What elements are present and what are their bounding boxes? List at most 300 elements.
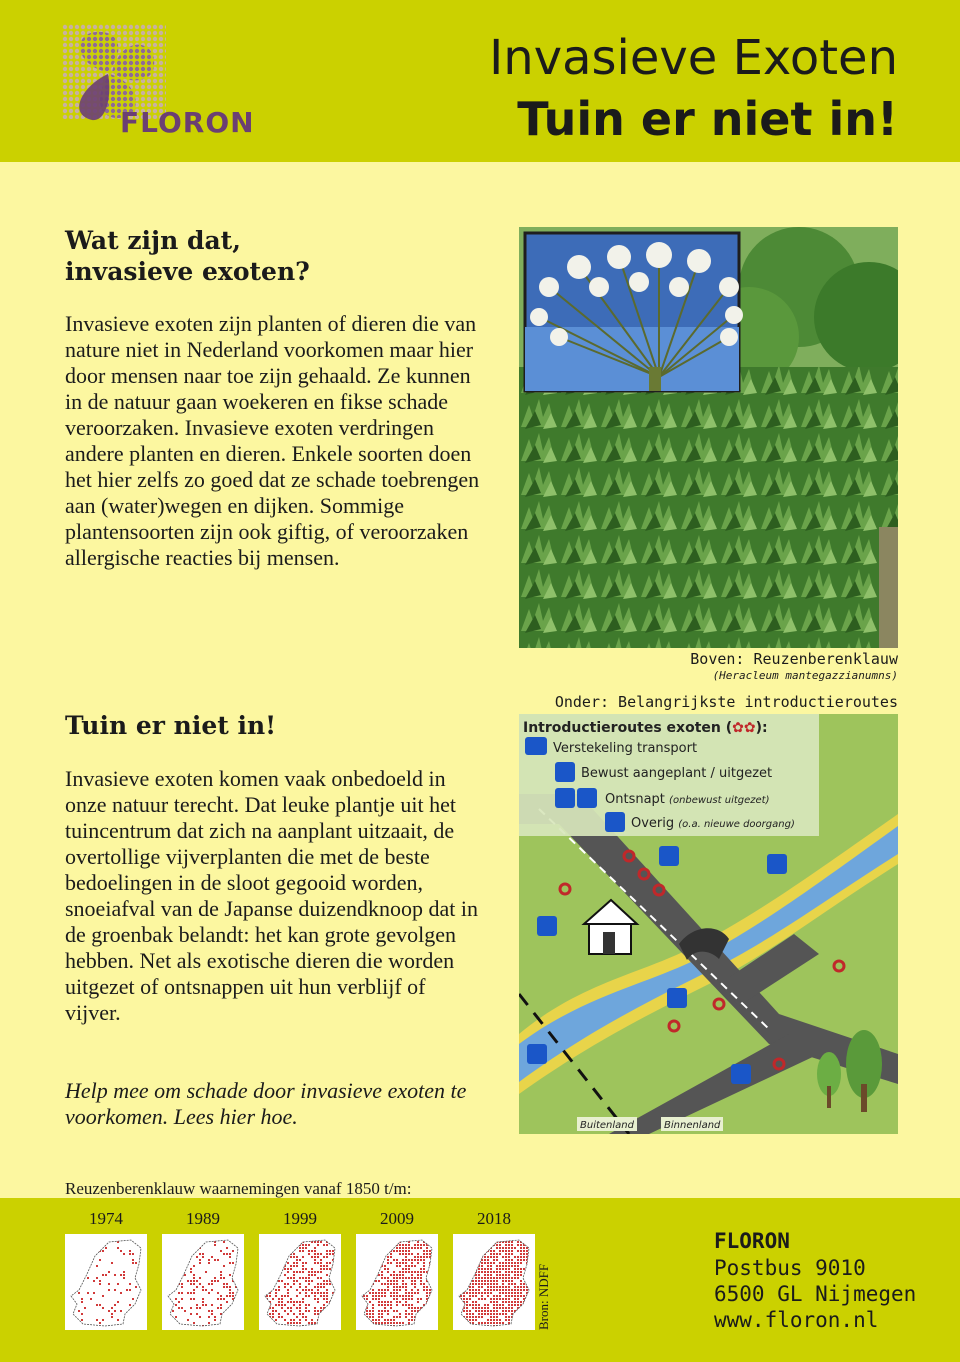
map-observation xyxy=(381,1274,383,1276)
map-observation xyxy=(529,1292,531,1294)
map-observation xyxy=(323,1319,325,1321)
map-observation xyxy=(432,1286,434,1288)
map-observation xyxy=(175,1274,177,1276)
map-observation xyxy=(466,1250,468,1252)
map-observation xyxy=(517,1319,519,1321)
map-observation xyxy=(302,1268,304,1270)
map-observation xyxy=(523,1250,525,1252)
map-observation xyxy=(384,1304,386,1306)
diagram-title: Introductieroutes exoten (✿✿): xyxy=(523,720,768,736)
map-observation xyxy=(423,1319,425,1321)
map-observation xyxy=(402,1286,404,1288)
map-observation xyxy=(232,1250,234,1252)
map-observation xyxy=(326,1319,328,1321)
map-observation xyxy=(420,1259,422,1261)
map-observation xyxy=(502,1283,504,1285)
map-observation xyxy=(281,1301,283,1303)
map-observation xyxy=(484,1283,486,1285)
map-observation xyxy=(460,1244,462,1246)
map-observation xyxy=(381,1238,383,1240)
map-observation xyxy=(469,1292,471,1294)
map-observation xyxy=(302,1298,304,1300)
map-observation xyxy=(478,1304,480,1306)
map-observation xyxy=(302,1277,304,1279)
map-observation xyxy=(235,1310,237,1312)
map-observation xyxy=(426,1241,428,1243)
map-observation xyxy=(232,1316,234,1318)
map-observation xyxy=(263,1292,265,1294)
map-observation xyxy=(457,1313,459,1315)
map-observation xyxy=(120,1325,122,1327)
map-observation xyxy=(435,1238,437,1240)
map-observation xyxy=(387,1241,389,1243)
map-observation xyxy=(375,1271,377,1273)
map-observation xyxy=(320,1241,322,1243)
map-observation xyxy=(326,1280,328,1282)
map-observation xyxy=(399,1265,401,1267)
map-observation xyxy=(472,1247,474,1249)
map-observation xyxy=(517,1322,519,1324)
map-observation xyxy=(363,1250,365,1252)
map-observation xyxy=(484,1289,486,1291)
map-observation xyxy=(317,1289,319,1291)
map-observation xyxy=(429,1313,431,1315)
map-observation xyxy=(263,1253,265,1255)
map-observation xyxy=(478,1313,480,1315)
map-observation xyxy=(263,1283,265,1285)
map-observation xyxy=(405,1316,407,1318)
map-observation xyxy=(423,1256,425,1258)
map-observation xyxy=(532,1298,534,1300)
map-observation xyxy=(329,1283,331,1285)
map-observation xyxy=(117,1283,119,1285)
map-observation xyxy=(369,1256,371,1258)
map-observation xyxy=(499,1292,501,1294)
map-observation xyxy=(402,1247,404,1249)
map-observation xyxy=(526,1268,528,1270)
map-observation xyxy=(232,1241,234,1243)
label-binnenland: Binnenland xyxy=(664,1120,721,1131)
map-observation xyxy=(408,1259,410,1261)
map-observation xyxy=(496,1322,498,1324)
map-observation xyxy=(323,1280,325,1282)
map-observation xyxy=(308,1295,310,1297)
map-observation xyxy=(532,1244,534,1246)
map-observation xyxy=(320,1295,322,1297)
map-observation xyxy=(520,1259,522,1261)
map-observation xyxy=(420,1244,422,1246)
map-observation xyxy=(266,1268,268,1270)
map-observation xyxy=(287,1301,289,1303)
map-observation xyxy=(511,1244,513,1246)
map-observation xyxy=(496,1253,498,1255)
map-observation xyxy=(381,1301,383,1303)
map-observation xyxy=(472,1319,474,1321)
map-year: 1989 xyxy=(186,1209,220,1228)
map-observation xyxy=(529,1262,531,1264)
map-observation xyxy=(508,1274,510,1276)
map-observation xyxy=(505,1286,507,1288)
map-observation xyxy=(202,1253,204,1255)
map-observation xyxy=(190,1283,192,1285)
map-observation xyxy=(332,1319,334,1321)
map-observation xyxy=(384,1319,386,1321)
map-observation xyxy=(517,1262,519,1264)
map-observation xyxy=(332,1307,334,1309)
map-observation xyxy=(487,1322,489,1324)
map-observation xyxy=(314,1250,316,1252)
map-observation xyxy=(532,1259,534,1261)
map-observation xyxy=(393,1244,395,1246)
map-observation xyxy=(78,1310,80,1312)
map-observation xyxy=(81,1280,83,1282)
map-observation xyxy=(457,1322,459,1324)
map-observation xyxy=(381,1256,383,1258)
map-observation xyxy=(420,1268,422,1270)
map-observation xyxy=(241,1313,243,1315)
map-observation xyxy=(281,1295,283,1297)
map-observation xyxy=(460,1307,462,1309)
map-observation xyxy=(132,1238,134,1240)
map-observation xyxy=(469,1268,471,1270)
map-observation xyxy=(141,1307,143,1309)
map-observation xyxy=(129,1304,131,1306)
map-observation xyxy=(135,1262,137,1264)
map-observation xyxy=(399,1250,401,1252)
map-observation xyxy=(366,1313,368,1315)
map-observation xyxy=(526,1301,528,1303)
map-observation xyxy=(514,1286,516,1288)
map-observation xyxy=(426,1307,428,1309)
map-observation xyxy=(372,1325,374,1327)
map-observation xyxy=(299,1313,301,1315)
map-observation xyxy=(335,1301,337,1303)
map-observation xyxy=(502,1256,504,1258)
map-observation xyxy=(487,1274,489,1276)
map-observation xyxy=(278,1262,280,1264)
map-observation xyxy=(405,1253,407,1255)
map-observation xyxy=(396,1277,398,1279)
map-observation xyxy=(114,1289,116,1291)
map-observation xyxy=(523,1247,525,1249)
map-observation xyxy=(184,1250,186,1252)
map-observation xyxy=(493,1262,495,1264)
map-observation xyxy=(526,1253,528,1255)
map-observation xyxy=(393,1277,395,1279)
map-observation xyxy=(411,1292,413,1294)
map-observation xyxy=(281,1244,283,1246)
map-observation xyxy=(493,1286,495,1288)
map-observation xyxy=(369,1292,371,1294)
map-observation xyxy=(402,1277,404,1279)
map-observation xyxy=(478,1298,480,1300)
logo-wordmark: FLORON xyxy=(120,106,255,139)
map-observation xyxy=(175,1286,177,1288)
map-observation xyxy=(81,1301,83,1303)
map-observation xyxy=(87,1277,89,1279)
map-observation xyxy=(508,1265,510,1267)
distribution-map xyxy=(356,1234,438,1330)
map-observation xyxy=(372,1259,374,1261)
map-observation xyxy=(432,1247,434,1249)
map-observation xyxy=(381,1325,383,1327)
map-observation xyxy=(463,1319,465,1321)
map-observation xyxy=(387,1238,389,1240)
map-observation xyxy=(457,1325,459,1327)
map-observation xyxy=(338,1325,340,1327)
route-other: Overig (o.a. nieuwe doorgang) xyxy=(631,816,795,831)
map-observation xyxy=(487,1256,489,1258)
map-observation xyxy=(508,1253,510,1255)
map-observation xyxy=(281,1307,283,1309)
map-observation xyxy=(305,1247,307,1249)
map-observation xyxy=(420,1274,422,1276)
map-observation xyxy=(299,1283,301,1285)
map-observation xyxy=(99,1283,101,1285)
map-observation xyxy=(175,1265,177,1267)
map-observation xyxy=(229,1325,231,1327)
map-observation xyxy=(405,1310,407,1312)
map-observation xyxy=(129,1289,131,1291)
map-observation xyxy=(323,1304,325,1306)
map-observation xyxy=(523,1259,525,1261)
map-observation xyxy=(520,1325,522,1327)
website-link[interactable]: www.floron.nl xyxy=(714,1308,879,1332)
map-observation xyxy=(229,1238,231,1240)
map-observation xyxy=(305,1310,307,1312)
map-observation xyxy=(532,1316,534,1318)
map-observation xyxy=(532,1313,534,1315)
map-observation xyxy=(105,1274,107,1276)
map-observation xyxy=(375,1280,377,1282)
map-observation xyxy=(511,1265,513,1267)
map-observation xyxy=(502,1301,504,1303)
map-observation xyxy=(417,1277,419,1279)
map-observation xyxy=(460,1262,462,1264)
map-observation xyxy=(423,1259,425,1261)
map-observation xyxy=(266,1277,268,1279)
map-observation xyxy=(478,1292,480,1294)
map-observation xyxy=(523,1253,525,1255)
map-observation xyxy=(196,1286,198,1288)
map-observation xyxy=(378,1247,380,1249)
map-observation xyxy=(508,1268,510,1270)
label-buitenland: Buitenland xyxy=(580,1120,634,1131)
map-observation xyxy=(426,1253,428,1255)
map-observation xyxy=(390,1301,392,1303)
map-observation xyxy=(229,1274,231,1276)
map-observation xyxy=(499,1250,501,1252)
map-observation xyxy=(405,1313,407,1315)
map-observation xyxy=(508,1310,510,1312)
map-observation xyxy=(514,1274,516,1276)
map-observation xyxy=(423,1244,425,1246)
map-observation xyxy=(202,1289,204,1291)
section2-heading: Tuin er niet in! xyxy=(65,711,277,740)
map-observation xyxy=(226,1322,228,1324)
map-observation xyxy=(332,1250,334,1252)
map-observation xyxy=(381,1262,383,1264)
map-observation xyxy=(475,1292,477,1294)
map-observation xyxy=(175,1304,177,1306)
map-observation xyxy=(469,1250,471,1252)
map-observation xyxy=(466,1265,468,1267)
map-observation xyxy=(290,1268,292,1270)
map-observation xyxy=(475,1262,477,1264)
map-observation xyxy=(169,1271,171,1273)
map-observation xyxy=(508,1325,510,1327)
map-observation xyxy=(296,1280,298,1282)
map-observation xyxy=(472,1238,474,1240)
map-observation xyxy=(317,1310,319,1312)
map-observation xyxy=(263,1310,265,1312)
map-observation xyxy=(214,1244,216,1246)
map-observation xyxy=(326,1238,328,1240)
map-observation xyxy=(511,1241,513,1243)
map-observation xyxy=(287,1295,289,1297)
map-observation xyxy=(517,1250,519,1252)
map-observation xyxy=(396,1250,398,1252)
map-observation xyxy=(499,1286,501,1288)
map-observation xyxy=(272,1307,274,1309)
map-observation xyxy=(138,1319,140,1321)
map-observation xyxy=(499,1271,501,1273)
map-observation xyxy=(214,1259,216,1261)
map-observation xyxy=(529,1238,531,1240)
map-observation xyxy=(493,1310,495,1312)
map-observation xyxy=(199,1253,201,1255)
map-observation xyxy=(323,1265,325,1267)
map-observation xyxy=(278,1280,280,1282)
map-observation xyxy=(223,1253,225,1255)
map-observation xyxy=(408,1238,410,1240)
map-observation xyxy=(190,1313,192,1315)
map-observation xyxy=(293,1262,295,1264)
map-observation xyxy=(372,1304,374,1306)
map-observation xyxy=(269,1313,271,1315)
map-observation xyxy=(220,1295,222,1297)
map-observation xyxy=(435,1301,437,1303)
map-observation xyxy=(372,1262,374,1264)
map-observation xyxy=(372,1274,374,1276)
map-observation xyxy=(420,1283,422,1285)
map-observation xyxy=(329,1268,331,1270)
map-observation xyxy=(472,1307,474,1309)
map-observation xyxy=(296,1322,298,1324)
map-observation xyxy=(402,1268,404,1270)
map-observation xyxy=(505,1262,507,1264)
map-observation xyxy=(520,1238,522,1240)
map-observation xyxy=(102,1307,104,1309)
map-observation xyxy=(505,1250,507,1252)
map-observation xyxy=(211,1304,213,1306)
map-observation xyxy=(466,1286,468,1288)
map-observation xyxy=(487,1286,489,1288)
map-observation xyxy=(493,1298,495,1300)
map-observation xyxy=(193,1289,195,1291)
map-observation xyxy=(490,1253,492,1255)
map-observation xyxy=(466,1238,468,1240)
call-to-action[interactable]: Help mee om schade door invasieve exoten te voorkomen. Lees hier hoe. xyxy=(65,1078,467,1129)
map-observation xyxy=(205,1289,207,1291)
map-observation xyxy=(287,1241,289,1243)
map-observation xyxy=(478,1259,480,1261)
map-observation xyxy=(178,1292,180,1294)
map-observation xyxy=(181,1247,183,1249)
map-observation xyxy=(335,1286,337,1288)
map-observation xyxy=(435,1322,437,1324)
map-observation xyxy=(490,1241,492,1243)
map-observation xyxy=(232,1304,234,1306)
map-observation xyxy=(420,1271,422,1273)
map-observation xyxy=(511,1307,513,1309)
map-observation xyxy=(532,1289,534,1291)
map-observation xyxy=(284,1274,286,1276)
map-observation xyxy=(308,1250,310,1252)
map-observation xyxy=(269,1244,271,1246)
map-observation xyxy=(426,1313,428,1315)
map-observation xyxy=(396,1259,398,1261)
map-observation xyxy=(181,1307,183,1309)
map-observation xyxy=(469,1316,471,1318)
map-observation xyxy=(402,1244,404,1246)
map-observation xyxy=(326,1283,328,1285)
map-observation xyxy=(411,1298,413,1300)
map-observation xyxy=(372,1313,374,1315)
map-observation xyxy=(266,1304,268,1306)
map-observation xyxy=(426,1238,428,1240)
map-observation xyxy=(378,1310,380,1312)
map-observation xyxy=(360,1268,362,1270)
map-observation xyxy=(293,1271,295,1273)
map-observation xyxy=(393,1271,395,1273)
map-observation xyxy=(435,1304,437,1306)
map-observation xyxy=(502,1322,504,1324)
map-observation xyxy=(490,1286,492,1288)
map-observation xyxy=(220,1277,222,1279)
map-observation xyxy=(529,1286,531,1288)
map-observation xyxy=(178,1301,180,1303)
map-observation xyxy=(178,1277,180,1279)
map-observation xyxy=(523,1241,525,1243)
map-observation xyxy=(263,1301,265,1303)
map-observation xyxy=(323,1256,325,1258)
map-observation xyxy=(317,1301,319,1303)
map-observation xyxy=(314,1253,316,1255)
map-observation xyxy=(241,1277,243,1279)
map-observation xyxy=(214,1238,216,1240)
map-observation xyxy=(366,1277,368,1279)
map-observation xyxy=(393,1298,395,1300)
map-observation xyxy=(420,1316,422,1318)
map-observation xyxy=(360,1253,362,1255)
map-observation xyxy=(141,1265,143,1267)
map-observation xyxy=(511,1301,513,1303)
map-observation xyxy=(320,1253,322,1255)
map-observation xyxy=(414,1265,416,1267)
map-observation xyxy=(108,1271,110,1273)
map-observation xyxy=(214,1277,216,1279)
map-observation xyxy=(287,1313,289,1315)
map-observation xyxy=(523,1295,525,1297)
map-observation xyxy=(305,1268,307,1270)
map-observation xyxy=(323,1244,325,1246)
map-observation xyxy=(405,1247,407,1249)
map-observation xyxy=(511,1325,513,1327)
map-observation xyxy=(529,1280,531,1282)
map-observation xyxy=(211,1280,213,1282)
map-observation xyxy=(523,1310,525,1312)
